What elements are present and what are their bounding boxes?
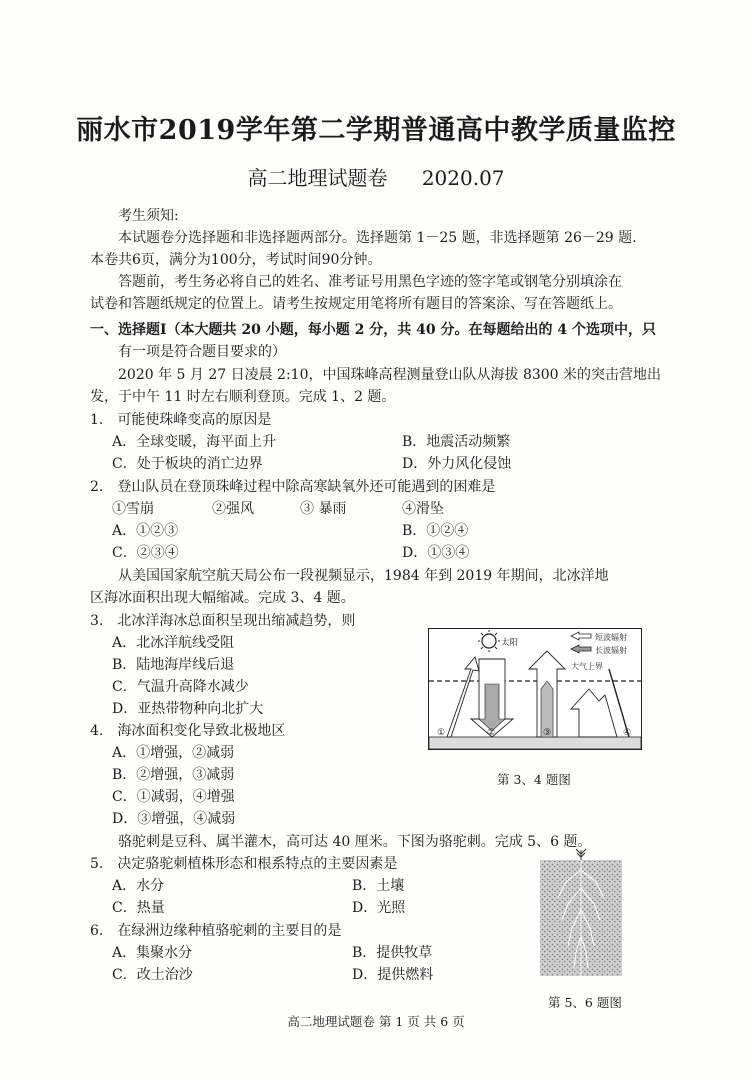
camelthorn-figure: [536, 848, 626, 978]
intro12-line2: 发，于中午 11 时左右顺利登顶。完成 1、2 题。: [90, 389, 396, 405]
q6-option-d: D．提供燃料: [352, 967, 434, 983]
q3-option-d: D．亚热带物种向北扩大: [112, 701, 264, 717]
subtitle-text: 高二地理试题卷: [247, 166, 388, 190]
q2-item-3: ③ 暴雨: [300, 501, 347, 517]
q6-option-a: A．集聚水分: [112, 945, 193, 961]
camelthorn-svg: [536, 848, 626, 978]
q3-option-c: C．气温升高降水减少: [112, 679, 249, 695]
q5-option-b: B．土壤: [352, 878, 405, 894]
legend-short-icon: [571, 632, 591, 640]
notice-p1-line1: 本试题卷分选择题和非选择题两部分。选择题第 1－25 题，非选择题第 26－29 题.: [118, 230, 637, 246]
legend-short-label: 短波辐射: [595, 633, 627, 642]
page-subtitle: [0, 162, 752, 191]
arrow-3-icon: [529, 651, 565, 737]
q4-option-a: A．①增强，②减弱: [112, 745, 235, 761]
sun-label: 太阳: [501, 638, 519, 648]
intro56-line1: 骆驼刺是豆科、属半灌木，高可达 40 厘米。下图为骆驼刺。完成 5、6 题。: [118, 834, 592, 850]
marker-4: ④: [623, 728, 632, 738]
notice-p2-line1: 答题前，考生务必将自己的姓名、准考证号用黑色字迹的签字笔或钢笔分别填涂在: [118, 274, 622, 290]
page-footer: 高二地理试题卷 第 1 页 共 6 页: [287, 1014, 465, 1029]
radiation-diagram-svg: [429, 629, 641, 749]
notice-p1-line2: 本卷共6页，满分为100分，考试时间90分钟。: [90, 252, 382, 268]
q2-option-a: A．①②③: [112, 523, 179, 539]
q2-item-1: ①雪崩: [112, 501, 154, 517]
q5-option-c: C．热量: [112, 900, 165, 916]
q1-option-c: C．处于板块的消亡边界: [112, 456, 263, 472]
q5-stem: 5. 决定骆驼刺植株形态和根系特点的主要因素是: [90, 856, 398, 872]
section1-line2: 有一项是符合题目要求的）: [118, 344, 286, 360]
legend-long-icon: [571, 645, 591, 653]
q2-item-4: ④滑坠: [402, 501, 444, 517]
intro34-line1: 从美国国家航空航天局公布一段视频显示，1984 年到 2019 年期间，北冰洋地: [118, 568, 609, 584]
page-title: 丽水市2019学年第二学期普通高中教学质量监控: [76, 115, 676, 146]
notice-heading: 考生须知:: [118, 208, 179, 224]
notice-p2-line2: 试卷和答题纸规定的位置上。请考生按规定用笔将所有题目的答案涂、写在答题纸上。: [90, 296, 622, 312]
intro12-line1: 2020 年 5 月 27 日凌晨 2:10，中国珠峰高程测量登山队从海拔 8300 米的突击营地出: [118, 367, 662, 383]
q2-option-c: C．②③④: [112, 545, 179, 561]
q1-stem: 1. 可能使珠峰变高的原因是: [90, 412, 272, 428]
radiation-diagram: [428, 628, 642, 750]
q2-stem: 2. 登山队员在登顶珠峰过程中除高寒缺氧外还可能遇到的困难是: [90, 479, 496, 495]
q4-stem: 4. 海冰面积变化导致北极地区: [90, 723, 286, 739]
exam-date: 2020.07: [421, 166, 505, 190]
arrow-4-icon: [571, 669, 632, 738]
q1-option-b: B．地震活动频繁: [402, 434, 511, 450]
plant-shoot-icon: [576, 849, 586, 860]
marker-2: ②: [487, 728, 496, 738]
q6-stem: 6. 在绿洲边缘种植骆驼刺的主要目的是: [90, 923, 342, 939]
q1-option-a: A．全球变暖，海平面上升: [112, 434, 277, 450]
q4-option-c: C．①减弱，④增强: [112, 789, 235, 805]
q3-stem: 3. 北冰洋海冰总面积呈现出缩减趋势，则: [90, 613, 356, 629]
marker-1: ①: [437, 728, 446, 738]
q2-option-d: D．①③④: [402, 545, 470, 561]
q2-option-b: B．①②④: [402, 523, 469, 539]
figure34-caption: 第 3、4 题图: [497, 772, 571, 787]
section1-line1: 一、选择题Ⅰ（本大题共 20 小题，每小题 2 分，共 40 分。在每题给出的 4 个选项中，只: [90, 322, 656, 338]
q4-option-b: B．②增强，③减弱: [112, 767, 235, 783]
q3-option-b: B．陆地海岸线后退: [112, 657, 235, 673]
legend-long-label: 长波辐射: [595, 646, 627, 655]
sun-icon: [478, 630, 500, 652]
q3-option-a: A．北冰洋航线受阻: [112, 635, 235, 651]
q1-option-d: D．外力风化侵蚀: [402, 456, 512, 472]
q5-option-d: D．光照: [352, 900, 406, 916]
arrow-1-icon: [447, 657, 479, 737]
q6-option-b: B．提供牧草: [352, 945, 433, 961]
ground-surface: [429, 737, 641, 749]
q5-option-a: A．水分: [112, 878, 165, 894]
intro34-line2: 区海冰面积出现大幅缩减。完成 3、4 题。: [90, 590, 355, 606]
q2-item-2: ②强风: [212, 501, 254, 517]
q6-option-c: C．改土治沙: [112, 967, 193, 983]
q4-option-d: D．③增强，④减弱: [112, 811, 236, 827]
figure56-caption: 第 5、6 题图: [548, 995, 622, 1010]
legend-atm-label: 大气上界: [571, 662, 603, 671]
marker-3: ③: [543, 728, 552, 738]
